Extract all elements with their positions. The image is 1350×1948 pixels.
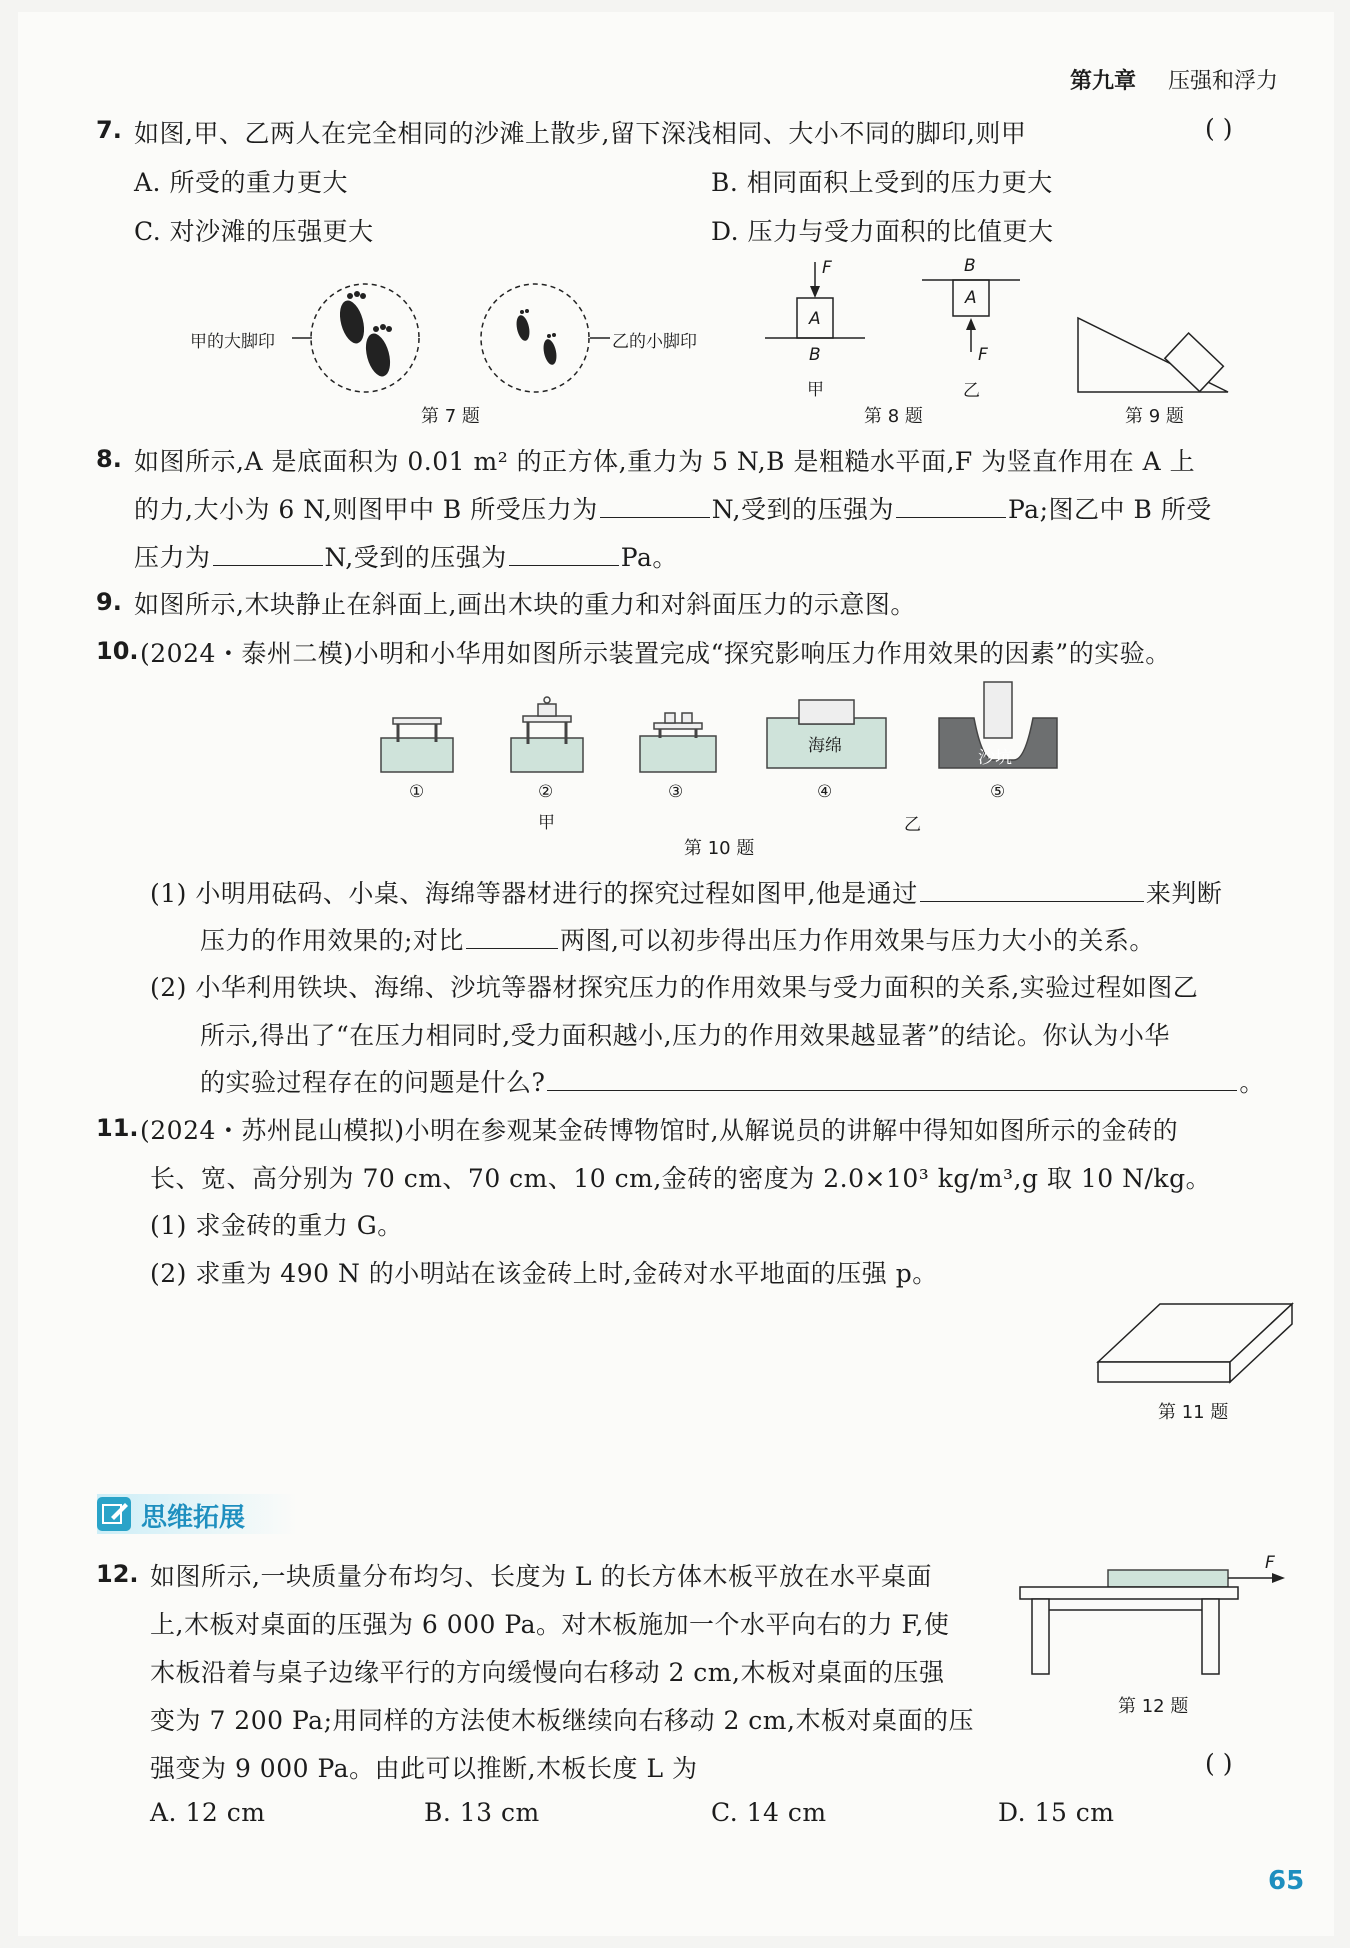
fig8-label-yi: 乙 (963, 381, 980, 401)
fig10-label-2: ② (538, 782, 554, 802)
q10-stem: (2024・泰州二模)小明和小华用如图所示装置完成“探究影响压力作用效果的因素”的实验。 (140, 639, 1171, 668)
q12-line4: 变为 7 200 Pa;用同样的方法使木板继续向右移动 2 cm,木板对桌面的压 (150, 1706, 974, 1735)
q10-part1-text-c: 压力的作用效果的;对比 (200, 926, 464, 955)
fig10-sand-label: 沙坑 (978, 748, 1012, 768)
q8-line3-part3: Pa。 (620, 543, 678, 572)
q12-number: 12. (96, 1560, 139, 1588)
fig8-surface-label-yi: B (964, 256, 976, 276)
q8-line1: 如图所示,A 是底面积为 0.01 m² 的正方体,重力为 5 N,B 是粗糙水平面,F 为竖直作用在 A 上 (134, 447, 1196, 476)
fig8-force-label-jia: F (822, 258, 832, 278)
q12-option-b: B. 13 cm (424, 1798, 540, 1827)
q8-number: 8. (96, 445, 122, 473)
q7-option-c: C. 对沙滩的压强更大 (134, 217, 374, 246)
q7-answer-paren: ( ) (1205, 114, 1233, 143)
q7-option-b: B. 相同面积上受到的压力更大 (711, 168, 1053, 197)
fig12-caption: 第 12 题 (1118, 1696, 1189, 1717)
chapter-title: 压强和浮力 (1168, 69, 1279, 94)
q7-option-d: D. 压力与受力面积的比值更大 (711, 217, 1054, 246)
fig10-group-yi: 乙 (904, 815, 921, 835)
q11-number: 11. (96, 1114, 139, 1142)
q9-text: 如图所示,木块静止在斜面上,画出木块的重力和对斜面压力的示意图。 (134, 590, 916, 619)
q7-stem: 如图,甲、乙两人在完全相同的沙滩上散步,留下深浅相同、大小不同的脚印,则甲 (134, 119, 1027, 148)
q12-line3: 木板沿着与桌子边缘平行的方向缓慢向右移动 2 cm,木板对桌面的压强 (150, 1658, 945, 1687)
fig10-label-1: ① (409, 782, 425, 802)
fig8-caption: 第 8 题 (864, 406, 923, 427)
q7-number: 7. (96, 116, 122, 144)
fig10-sponge-label: 海绵 (808, 736, 842, 756)
q8-line3-part2: N,受到的压强为 (324, 543, 507, 572)
fig10-group-jia: 甲 (538, 813, 555, 833)
fig8-force-label-yi: F (978, 345, 988, 365)
fig10-label-3: ③ (668, 782, 684, 802)
q10-part2-text-b: 。 (1239, 1068, 1265, 1097)
q10-part1-text-d: 两图,可以初步得出压力作用效果与压力大小的关系。 (559, 926, 1155, 955)
fig9-caption: 第 9 题 (1125, 406, 1184, 427)
q11-line2: 长、宽、高分别为 70 cm、70 cm、10 cm,金砖的密度为 2.0×10³ kg/m³,g 取 10 N/kg。 (150, 1164, 1212, 1193)
q10-number: 10. (96, 637, 139, 665)
section-title: 思维拓展 (141, 1503, 246, 1533)
q12-line2: 上,木板对桌面的压强为 6 000 Pa。对木板施加一个水平向右的力 F,使 (150, 1610, 950, 1639)
q10-part1-text-b: 来判断 (1145, 879, 1223, 908)
q8-line2-part2: N,受到的压强为 (711, 495, 894, 524)
fig11-caption: 第 11 题 (1158, 1402, 1229, 1423)
q10-part2-line1: (2) 小华利用铁块、海绵、沙坑等器材探究压力的作用效果与受力面积的关系,实验过程如图乙 (150, 973, 1199, 1002)
q9-number: 9. (96, 588, 122, 616)
page-number: 65 (1268, 1866, 1305, 1896)
fig8-block-label-jia: A (809, 309, 821, 329)
q11-part2: (2) 求重为 490 N 的小明站在该金砖上时,金砖对水平地面的压强 p。 (150, 1259, 938, 1288)
fig8-label-jia: 甲 (807, 380, 824, 400)
q10-part2-line2: 所示,得出了“在压力相同时,受力面积越小,压力的作用效果越显著”的结论。你认为小华 (200, 1021, 1170, 1050)
q7-option-a: A. 所受的重力更大 (134, 168, 348, 197)
q10-part1-text-a: (1) 小明用砝码、小桌、海绵等器材进行的探究过程如图甲,他是通过 (150, 879, 918, 908)
q8-line2-part3: Pa;图乙中 B 所受 (1007, 495, 1212, 524)
q12-line1: 如图所示,一块质量分布均匀、长度为 L 的长方体木板平放在水平桌面 (150, 1562, 932, 1591)
q8-line3-part1: 压力为 (134, 543, 211, 572)
fig7-label-left: 甲的大脚印 (190, 332, 275, 352)
q8-line2-part1: 的力,大小为 6 N,则图甲中 B 所受压力为 (134, 495, 598, 524)
q12-option-c: C. 14 cm (711, 1798, 827, 1827)
chapter-label: 第九章 (1070, 69, 1137, 94)
q12-option-a: A. 12 cm (150, 1798, 266, 1827)
fig10-label-5: ⑤ (990, 782, 1006, 802)
fig12-force-label: F (1265, 1553, 1275, 1573)
q12-option-d: D. 15 cm (998, 1798, 1115, 1827)
fig10-caption: 第 10 题 (684, 838, 755, 859)
q12-line5: 强变为 9 000 Pa。由此可以推断,木板长度 L 为 (150, 1754, 698, 1783)
fig7-caption: 第 7 题 (421, 406, 480, 427)
fig8-block-label-yi: A (965, 288, 977, 308)
fig10-label-4: ④ (817, 782, 833, 802)
q11-line1: (2024・苏州昆山模拟)小明在参观某金砖博物馆时,从解说员的讲解中得知如图所示的金砖的 (140, 1116, 1179, 1145)
q12-answer-paren: ( ) (1205, 1749, 1233, 1778)
fig8-surface-label-jia: B (809, 345, 821, 365)
fig7-label-right: 乙的小脚印 (612, 332, 697, 352)
q10-part2-text-a: 的实验过程存在的问题是什么? (200, 1068, 546, 1097)
q11-part1: (1) 求金砖的重力 G。 (150, 1211, 403, 1240)
